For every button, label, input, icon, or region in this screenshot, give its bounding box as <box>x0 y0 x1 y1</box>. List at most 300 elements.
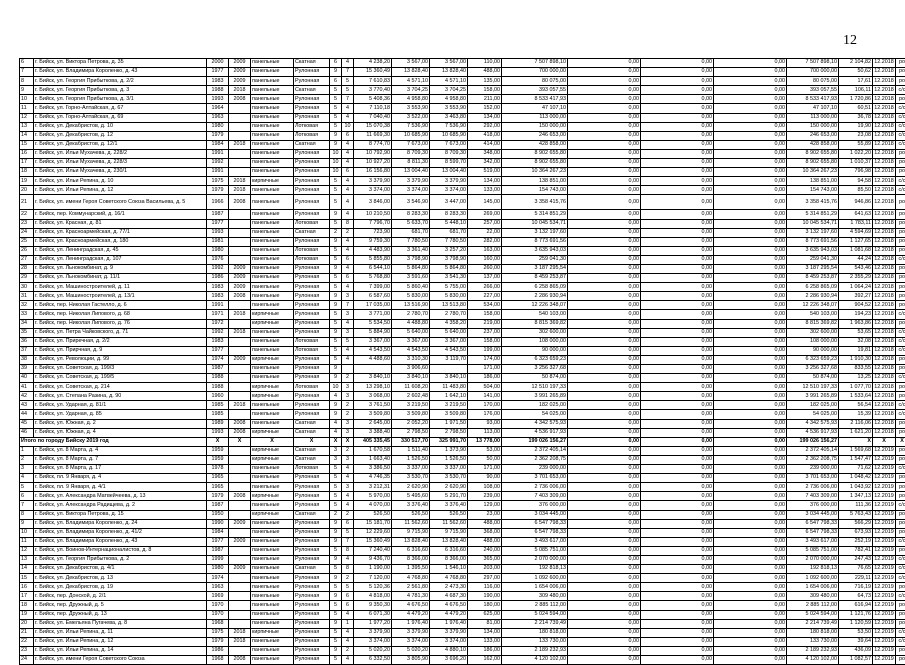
table-cell: 3 256 327,68 <box>502 365 568 374</box>
table-cell: 2000 <box>207 59 229 68</box>
table-cell: 1 064,24 <box>839 283 873 292</box>
table-cell: 12.2018 <box>873 177 896 186</box>
table-cell: 15,39 <box>839 410 873 419</box>
table-cell: 8 815 369,82 <box>502 319 568 328</box>
table-cell: 3 374,00 <box>430 186 468 195</box>
table-cell: 0,00 <box>568 246 641 255</box>
table-cell: 5 <box>330 177 342 186</box>
row-number: 46 <box>20 428 34 437</box>
table-cell: с/с <box>896 104 905 113</box>
row-number: 6 <box>20 492 34 501</box>
table-cell: 10 045 534,71 <box>787 219 839 228</box>
table-cell: 108,00 <box>468 483 502 492</box>
table-row <box>20 656 905 665</box>
address-cell: г. Бийск, ул. Горно-Алтайская, д. 69 <box>34 113 207 122</box>
table-cell: 76,65 <box>839 565 873 574</box>
table-cell: 5 <box>330 583 342 592</box>
table-cell: 12.2018 <box>873 283 896 292</box>
table-cell: 2 286 930,94 <box>787 292 839 301</box>
table-cell: 1979 <box>207 186 229 195</box>
table-cell: 9 <box>330 528 342 537</box>
table-cell: 5 <box>330 95 342 104</box>
table-cell: 2009 <box>229 519 251 528</box>
table-cell: 110,00 <box>468 59 502 68</box>
table-cell: 4 <box>342 319 354 328</box>
table-cell: 53,00 <box>468 446 502 455</box>
table-cell: 13 828,40 <box>430 68 468 77</box>
table-cell: 2018 <box>229 328 251 337</box>
table-cell: 2 885 112,00 <box>787 601 839 610</box>
table-cell: 1985 <box>207 401 229 410</box>
table-cell: 616,94 <box>839 601 873 610</box>
table-cell: Рулонная <box>294 104 330 113</box>
table-cell: 129,00 <box>468 501 502 510</box>
table-cell: 2 372 405,14 <box>787 446 839 455</box>
table-cell: 681,70 <box>430 228 468 237</box>
table-cell: панельные <box>251 274 294 283</box>
table-cell: панельные <box>251 537 294 546</box>
table-cell: панельные <box>251 301 294 310</box>
table-cell: 3 379,90 <box>354 177 392 186</box>
address-cell: г. Бийск, ул. Георгия Прибыткова, д. 2/2 <box>34 77 207 86</box>
table-cell: 566,29 <box>839 519 873 528</box>
table-cell: 6 316,60 <box>430 546 468 555</box>
table-cell: 5 408,36 <box>354 95 392 104</box>
table-cell <box>229 113 251 122</box>
table-row <box>20 122 905 131</box>
table-cell: 10 685,90 <box>392 131 430 140</box>
table-cell: ро <box>896 428 905 437</box>
table-cell: 0,00 <box>714 501 787 510</box>
table-cell: 7 796,70 <box>354 219 392 228</box>
table-cell: 2 189 232,93 <box>502 646 568 655</box>
table-cell: с/с <box>896 177 905 186</box>
table-cell <box>229 465 251 474</box>
table-cell: X <box>229 437 251 446</box>
table-cell: 5 855,80 <box>354 255 392 264</box>
table-cell: панельные <box>251 219 294 228</box>
address-cell: г. Бийск, ул. Красная, д. 81 <box>34 219 207 228</box>
table-cell: с/с <box>896 328 905 337</box>
table-cell: 1970 <box>207 601 229 610</box>
table-cell: 4 <box>342 492 354 501</box>
table-cell: 0,00 <box>568 122 641 131</box>
address-cell: г. Бийск, ул. Ильи Репина, д. 12 <box>34 186 207 195</box>
table-cell <box>229 583 251 592</box>
table-cell: 3 991 265,89 <box>787 392 839 401</box>
table-cell: 5 <box>330 310 342 319</box>
table-cell: 4 768,80 <box>430 574 468 583</box>
table-cell: Лотковая <box>294 246 330 255</box>
table-cell: Лотковая <box>294 131 330 140</box>
table-cell: панельные <box>251 610 294 619</box>
table-cell: 1970 <box>207 610 229 619</box>
table-cell: 5 <box>342 337 354 346</box>
table-cell: 171,00 <box>468 365 502 374</box>
table-cell: 0,00 <box>568 419 641 428</box>
table-cell: 0,00 <box>568 619 641 628</box>
table-cell: 0,00 <box>641 474 714 483</box>
table-row <box>20 419 905 428</box>
table-cell: 302 600,00 <box>787 328 839 337</box>
table-cell: 3 367,00 <box>430 337 468 346</box>
table-cell: панельные <box>251 474 294 483</box>
table-cell: Рулонная <box>294 619 330 628</box>
table-cell: 260,00 <box>468 264 502 273</box>
table-cell: 0,00 <box>568 465 641 474</box>
table-cell: 1960 <box>207 392 229 401</box>
table-cell: ро <box>896 492 905 501</box>
table-cell: Скатная <box>294 455 330 464</box>
table-cell: кирпичные <box>251 446 294 455</box>
table-cell: 392,27 <box>839 292 873 301</box>
table-cell: кирпичные <box>251 310 294 319</box>
table-cell: панельные <box>251 483 294 492</box>
table-cell <box>229 383 251 392</box>
table-cell: 0,00 <box>568 365 641 374</box>
table-cell: 7 673,00 <box>392 140 430 149</box>
table-cell: 4 543,50 <box>430 346 468 355</box>
table-cell: 13 513,80 <box>430 301 468 310</box>
table-cell: Скатная <box>294 510 330 519</box>
table-row <box>20 104 905 113</box>
table-cell: 543,46 <box>839 264 873 273</box>
table-cell: 0,00 <box>641 610 714 619</box>
table-cell: 1 121,76 <box>839 610 873 619</box>
table-cell: 134,00 <box>468 113 502 122</box>
table-cell <box>229 574 251 583</box>
table-cell <box>229 474 251 483</box>
table-cell <box>430 365 468 374</box>
address-cell: г. Бийск, пер. Николая Липового, д. 68 <box>34 310 207 319</box>
table-cell: 1983 <box>207 337 229 346</box>
table-cell: 4 746,35 <box>354 474 392 483</box>
table-cell: панельные <box>251 264 294 273</box>
table-cell: Рулонная <box>294 159 330 168</box>
table-cell: 405 335,45 <box>354 437 392 446</box>
table-cell: 5 <box>330 122 342 131</box>
address-cell: г. Бийск, ул. Машиностроителей, д. 11 <box>34 283 207 292</box>
row-number: 18 <box>20 601 34 610</box>
table-row <box>20 246 905 255</box>
table-cell: 504,00 <box>468 383 502 392</box>
table-cell: 0,00 <box>641 168 714 177</box>
table-cell: кирпичные <box>251 355 294 364</box>
table-cell: 3 358 415,76 <box>787 195 839 210</box>
table-cell: 0,00 <box>641 465 714 474</box>
table-cell: 2018 <box>229 140 251 149</box>
table-row <box>20 149 905 158</box>
table-row <box>20 583 905 592</box>
row-number: 12 <box>20 113 34 122</box>
table-cell: 297,00 <box>468 574 502 583</box>
table-cell: Рулонная <box>294 492 330 501</box>
table-cell: 1979 <box>207 131 229 140</box>
table-cell: 1 043,92 <box>839 483 873 492</box>
table-cell: Рулонная <box>294 292 330 301</box>
table-cell: 2 <box>342 401 354 410</box>
table-cell: 5 768,80 <box>354 274 392 283</box>
table-row <box>20 574 905 583</box>
table-cell: панельные <box>251 113 294 122</box>
table-cell: 7 610,83 <box>354 77 392 86</box>
table-cell: 194,23 <box>839 310 873 319</box>
table-cell: 0,00 <box>641 131 714 140</box>
table-cell: 5 120,36 <box>354 583 392 592</box>
table-cell: 3 591,60 <box>392 274 430 283</box>
table-cell: 6 323 659,23 <box>787 355 839 364</box>
row-number: 13 <box>20 122 34 131</box>
table-cell: ро <box>896 210 905 219</box>
table-cell: с/с <box>896 122 905 131</box>
table-cell: 8 902 655,80 <box>502 149 568 158</box>
table-row <box>20 401 905 410</box>
table-cell: 227,00 <box>468 292 502 301</box>
table-cell: 12.2018 <box>873 210 896 219</box>
table-cell: 1 048,42 <box>839 474 873 483</box>
table-cell: 3 219,50 <box>430 401 468 410</box>
table-cell: 4 <box>342 355 354 364</box>
table-cell: 3 376,40 <box>392 501 430 510</box>
table-cell: 3 187 295,54 <box>787 264 839 273</box>
address-cell: г. Бийск, пл. 9 Января, д. 4/1 <box>34 483 207 492</box>
table-cell: 9 <box>330 365 342 374</box>
table-cell: 0,00 <box>641 95 714 104</box>
table-cell: ро <box>896 274 905 283</box>
table-cell: 0,00 <box>568 328 641 337</box>
table-row <box>20 555 905 564</box>
table-cell <box>229 446 251 455</box>
table-cell: 488,00 <box>468 519 502 528</box>
table-cell: 673,93 <box>839 528 873 537</box>
table-cell <box>229 131 251 140</box>
table-cell: 50 874,00 <box>502 374 568 383</box>
address-cell: г. Бийск, пер. Николая Гастелло, д. 6 <box>34 301 207 310</box>
table-cell: 0,00 <box>714 274 787 283</box>
table-cell: 0,00 <box>714 292 787 301</box>
table-cell: 162,00 <box>468 656 502 665</box>
table-cell: 526,50 <box>430 510 468 519</box>
table-cell: 6 587,60 <box>354 292 392 301</box>
table-cell: 6 <box>330 59 342 68</box>
table-cell: 0,00 <box>641 140 714 149</box>
table-cell: 111,36 <box>839 501 873 510</box>
table-cell: 5 970,00 <box>354 492 392 501</box>
table-cell: 9 <box>330 292 342 301</box>
table-cell: 0,00 <box>714 301 787 310</box>
table-cell: 5 763,43 <box>839 510 873 519</box>
table-cell: 3 701 653,00 <box>502 474 568 483</box>
table-cell: 90,00 <box>468 474 502 483</box>
address-cell: г. Бийск, ул. Ленинградская, д. 45 <box>34 246 207 255</box>
address-cell: г. Бийск, ул. Льнокомбинат, д. 9 <box>34 264 207 273</box>
table-cell: 0,00 <box>714 419 787 428</box>
table-cell: 5 <box>330 113 342 122</box>
table-cell: ро <box>896 68 905 77</box>
table-cell: 1966 <box>207 195 229 210</box>
table-cell: 0,00 <box>714 610 787 619</box>
table-cell: 4 120 102,00 <box>787 656 839 665</box>
table-cell: 0,00 <box>568 601 641 610</box>
table-cell: 11 669,30 <box>354 131 392 140</box>
table-cell: 5 <box>342 86 354 95</box>
table-cell: 0,00 <box>568 392 641 401</box>
table-cell: 1983 <box>207 292 229 301</box>
row-number: 22 <box>20 637 34 646</box>
table-cell: 3 379,90 <box>392 177 430 186</box>
table-cell: 0,00 <box>714 168 787 177</box>
table-row <box>20 483 905 492</box>
table-cell: 0,00 <box>714 601 787 610</box>
table-cell: 203,00 <box>468 565 502 574</box>
table-cell: панельные <box>251 59 294 68</box>
table-cell: 12.2018 <box>873 264 896 273</box>
table-cell: 0,00 <box>641 483 714 492</box>
table-cell: 186,00 <box>468 374 502 383</box>
table-cell: Лотковая <box>294 219 330 228</box>
table-cell: 8 366,00 <box>430 555 468 564</box>
table-cell: 0,00 <box>714 401 787 410</box>
table-cell: 4 <box>342 59 354 68</box>
table-cell: с/с <box>896 555 905 564</box>
table-cell: 1986 <box>207 274 229 283</box>
table-cell: 0,00 <box>641 122 714 131</box>
table-cell: 6 <box>342 274 354 283</box>
table-cell: 4 880,10 <box>430 646 468 655</box>
table-cell: 39,64 <box>839 637 873 646</box>
table-row <box>20 410 905 419</box>
row-number: 4 <box>20 474 34 483</box>
table-cell: Рулонная <box>294 355 330 364</box>
table-cell: панельные <box>251 501 294 510</box>
table-cell: 9 759,30 <box>354 237 392 246</box>
table-cell: Рулонная <box>294 610 330 619</box>
address-cell: г. Бийск, ул. Петра Чайковского, д. 71 <box>34 328 207 337</box>
table-cell: 1959 <box>207 455 229 464</box>
table-cell: 3 509,80 <box>392 410 430 419</box>
table-cell: 10 364 267,23 <box>502 168 568 177</box>
address-cell: г. Бийск, ул. Советская, д. 199/5 <box>34 374 207 383</box>
table-row <box>20 592 905 601</box>
table-cell: 9 <box>330 328 342 337</box>
table-cell: 0,00 <box>714 392 787 401</box>
table-row <box>20 292 905 301</box>
table-cell <box>229 346 251 355</box>
table-cell: 158,00 <box>468 337 502 346</box>
table-cell: 5 <box>330 274 342 283</box>
table-cell: 182 025,00 <box>787 401 839 410</box>
table-cell: 1963 <box>207 583 229 592</box>
table-cell <box>229 159 251 168</box>
table-cell: 240,00 <box>468 546 502 555</box>
table-cell <box>229 592 251 601</box>
table-cell: 0,00 <box>568 528 641 537</box>
table-cell: 3 846,00 <box>354 195 392 210</box>
table-cell: 108 000,00 <box>502 337 568 346</box>
table-cell: 10 <box>330 149 342 158</box>
table-cell: 1 976,40 <box>430 619 468 628</box>
table-cell: 3 635 943,03 <box>787 246 839 255</box>
table-cell: Лотковая <box>294 255 330 264</box>
table-cell: 2 214 739,49 <box>787 619 839 628</box>
table-cell <box>229 546 251 555</box>
row-number: 24 <box>20 656 34 665</box>
table-cell: с/с <box>896 537 905 546</box>
table-cell: 134,00 <box>468 177 502 186</box>
table-cell: 3 034 445,00 <box>787 510 839 519</box>
table-cell: 13,25 <box>839 374 873 383</box>
table-cell: 1986 <box>207 646 229 655</box>
table-cell: 1 347,13 <box>839 492 873 501</box>
address-cell: г. Бийск, ул. Владимира Короленко, д. 43 <box>34 68 207 77</box>
table-cell: 1 511,40 <box>392 446 430 455</box>
table-cell: 3 530,70 <box>392 474 430 483</box>
table-row <box>20 283 905 292</box>
table-cell: 12.2018 <box>873 410 896 419</box>
table-cell: 5 <box>330 565 342 574</box>
table-cell: 12.2018 <box>873 86 896 95</box>
table-cell: 0,00 <box>641 292 714 301</box>
table-cell: 1991 <box>207 149 229 158</box>
table-cell: панельные <box>251 131 294 140</box>
table-cell: 3 374,00 <box>354 186 392 195</box>
table-cell: 2 <box>342 510 354 519</box>
row-number: 43 <box>20 401 34 410</box>
table-cell: кирпичные <box>251 510 294 519</box>
table-cell <box>229 483 251 492</box>
table-cell: 7 536,90 <box>392 122 430 131</box>
table-cell: 7 <box>342 95 354 104</box>
address-cell: г. Бийск, ул. 8 Марта, д. 7 <box>34 455 207 464</box>
table-cell: 5 <box>330 319 342 328</box>
table-row <box>20 228 905 237</box>
table-cell: 0,00 <box>714 474 787 483</box>
table-cell: 7 507 898,10 <box>502 59 568 68</box>
address-cell: г. Бийск, ул. Георгия Прибыткова, д. 3/1 <box>34 95 207 104</box>
table-cell: 5 314 851,29 <box>787 210 839 219</box>
table-row <box>20 310 905 319</box>
table-cell: 0,00 <box>568 628 641 637</box>
table-cell: 8 <box>342 565 354 574</box>
row-number: 1 <box>20 446 34 455</box>
table-cell: 145,00 <box>468 195 502 210</box>
table-cell: 10 <box>330 383 342 392</box>
table-cell: 0,00 <box>641 68 714 77</box>
table-cell: 0,00 <box>641 195 714 210</box>
table-cell: 796,98 <box>839 168 873 177</box>
table-cell: 13 004,40 <box>430 168 468 177</box>
row-number: 14 <box>20 131 34 140</box>
table-cell: 71,62 <box>839 465 873 474</box>
table-cell <box>229 392 251 401</box>
table-cell: 10 685,90 <box>430 131 468 140</box>
address-cell: г. Бийск, ул. Виктора Петрова, д. 35 <box>34 59 207 68</box>
table-cell: 7 403 309,00 <box>787 492 839 501</box>
table-cell: 0,00 <box>641 365 714 374</box>
address-cell: г. Бийск, ул. 8 Марта, д. 17 <box>34 465 207 474</box>
table-cell: 239 000,00 <box>787 465 839 474</box>
table-cell: 393 057,55 <box>502 86 568 95</box>
table-cell: ро <box>896 646 905 655</box>
table-cell: Рулонная <box>294 310 330 319</box>
table-cell: Рулонная <box>294 374 330 383</box>
table-cell: 3 337,00 <box>392 465 430 474</box>
table-cell: 6 547 798,33 <box>502 519 568 528</box>
table-cell: 0,00 <box>714 656 787 665</box>
table-cell: 1964 <box>207 104 229 113</box>
table-cell: 526,50 <box>354 510 392 519</box>
table-row <box>20 646 905 655</box>
